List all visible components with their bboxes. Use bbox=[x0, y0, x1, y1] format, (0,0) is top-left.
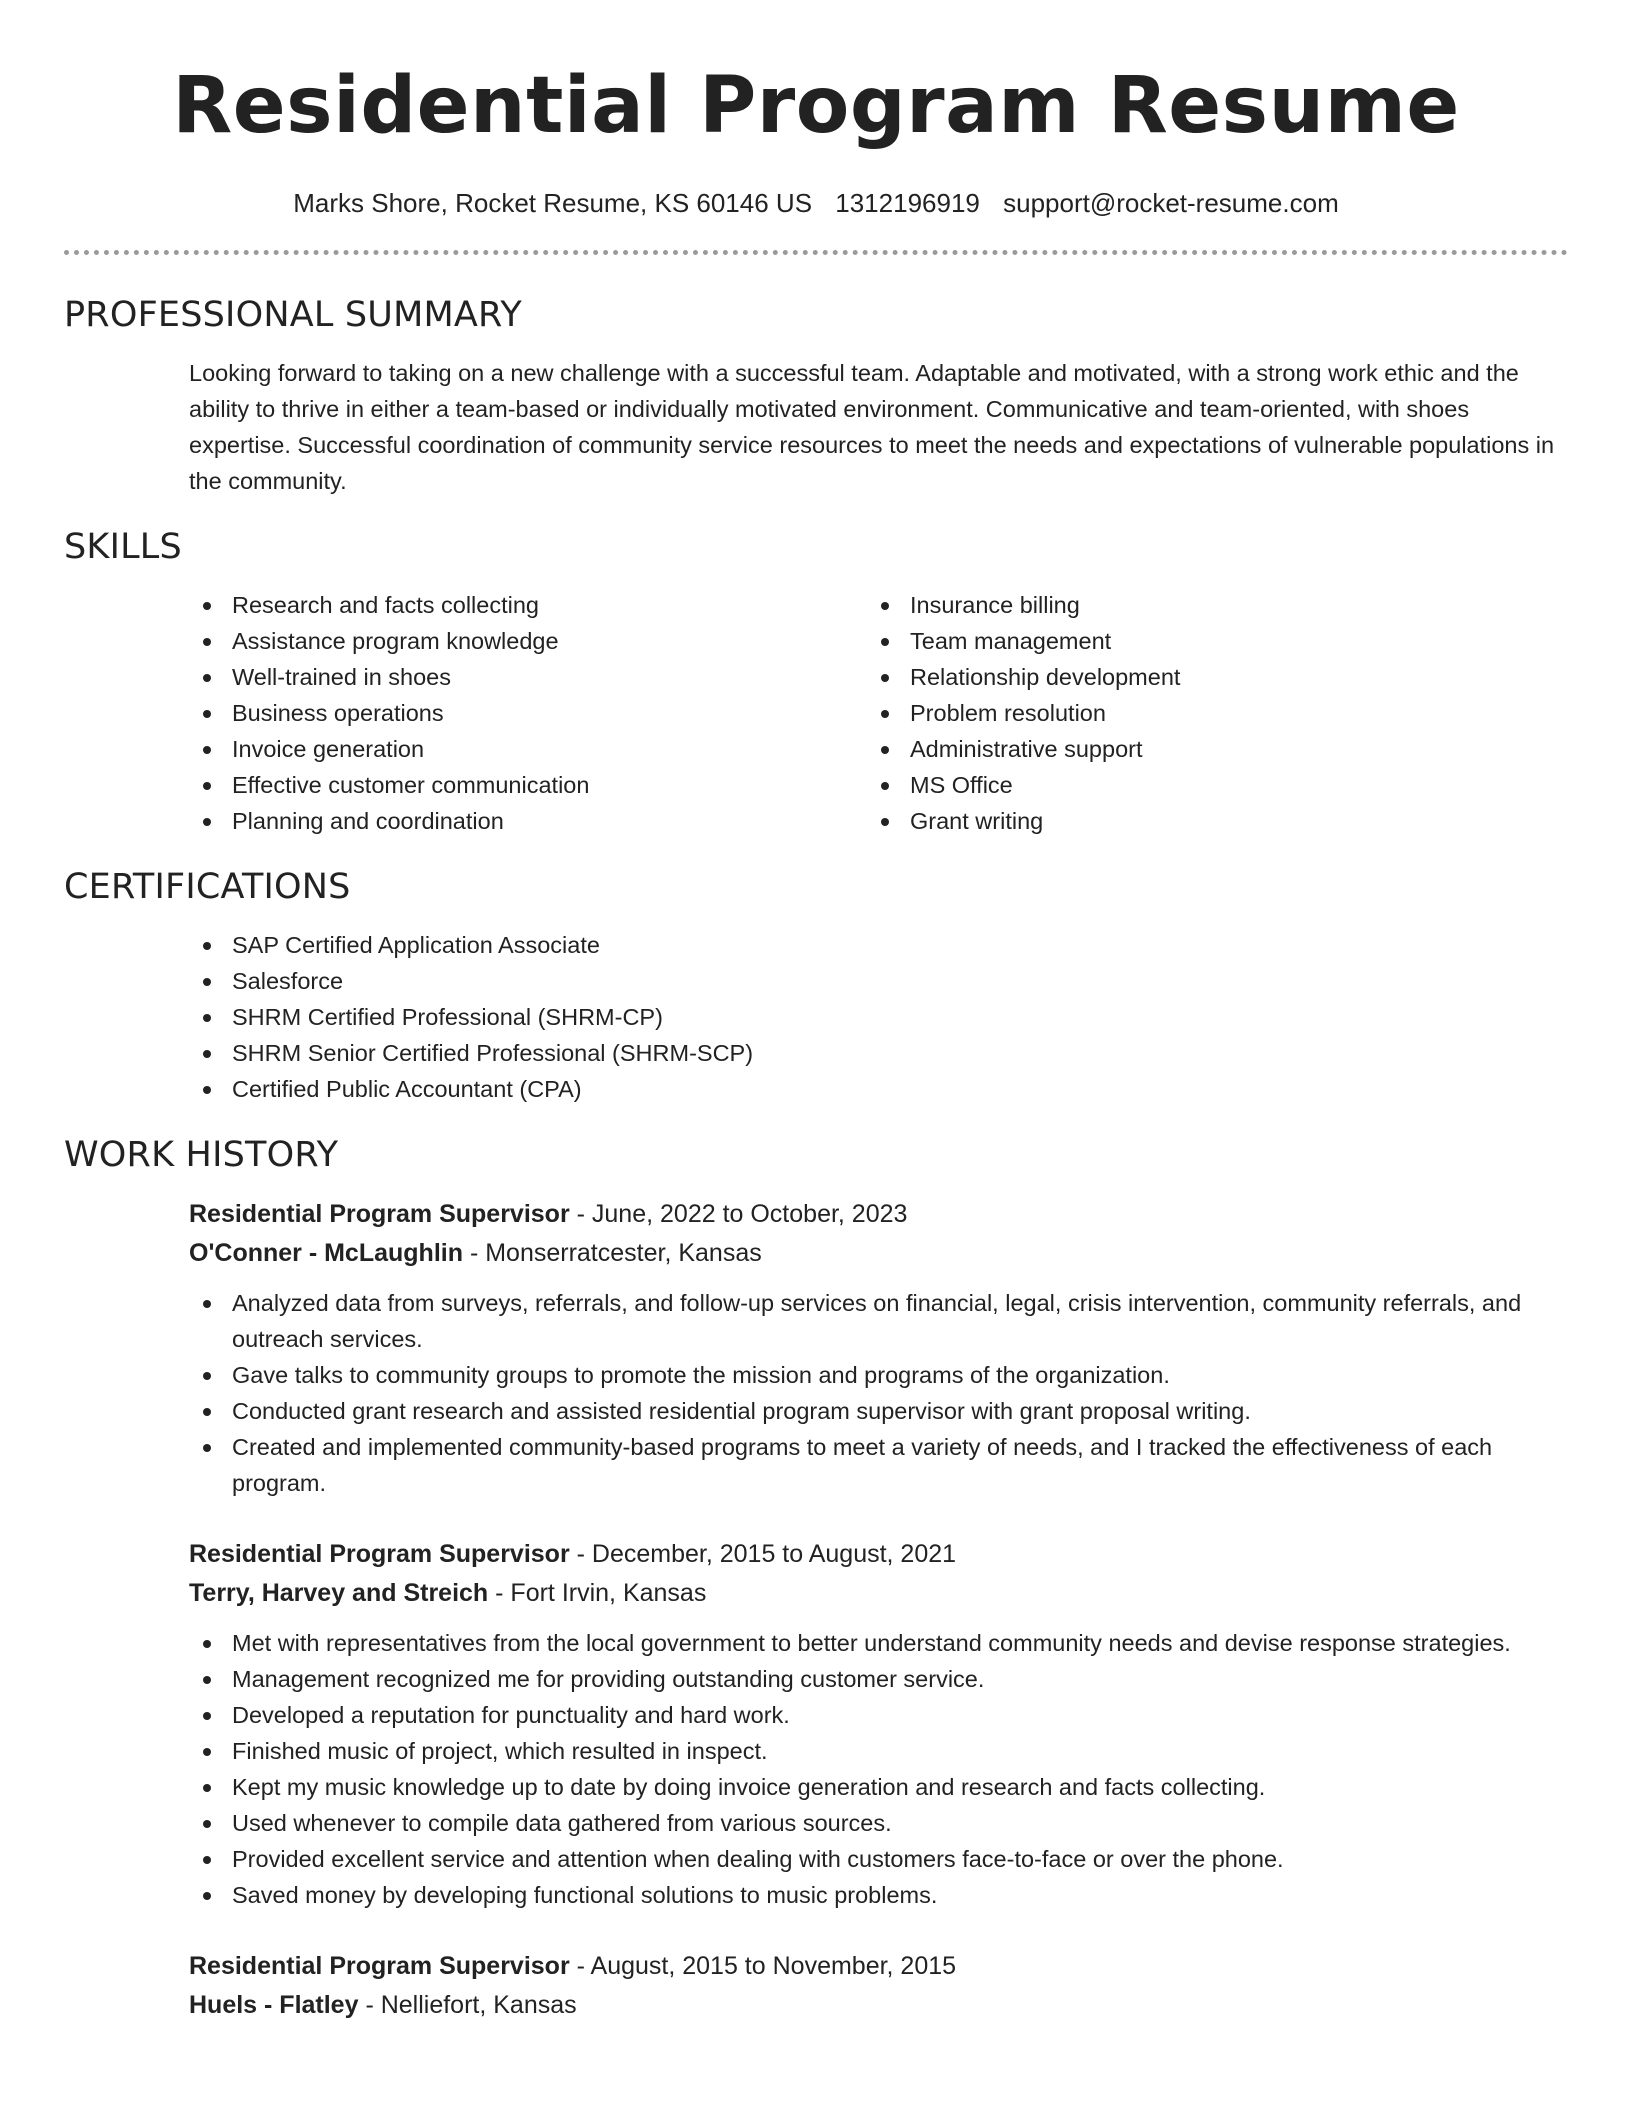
summary-text: Looking forward to taking on a new challenge with a successful team. Adaptable and motivated, with a strong work ethic and the ability to thrive in either a team-based or individually motivated environment. Communicative and team-oriented, with shoes expertise. Successful coordination of community service resources to meet the needs and expectations of vulnerable populations in the community. bbox=[189, 360, 1555, 494]
certification-item: Certified Public Accountant (CPA) bbox=[189, 1071, 1568, 1107]
job-dates: - December, 2015 to August, 2021 bbox=[569, 1540, 957, 1568]
job-company-line bbox=[189, 1986, 1568, 2025]
skills-section bbox=[64, 527, 1568, 839]
job-duty: Provided excellent service and attention when dealing with customers face-to-face or over the phone. bbox=[189, 1841, 1568, 1877]
job-role-line bbox=[189, 1535, 1568, 1574]
job-role-line bbox=[189, 1947, 1568, 1986]
skill-item: Team management bbox=[867, 623, 1545, 659]
job-role: Residential Program Supervisor bbox=[189, 1200, 570, 1228]
contact-info bbox=[64, 186, 1568, 220]
skill-item: MS Office bbox=[867, 767, 1545, 803]
resume-title: Residential Program Resume bbox=[172, 61, 1460, 151]
job-duty: Used whenever to compile data gathered from various sources. bbox=[189, 1805, 1568, 1841]
certifications-section bbox=[64, 867, 1568, 1107]
skill-item: Insurance billing bbox=[867, 587, 1545, 623]
job-duties bbox=[189, 1625, 1568, 1913]
section-title-skills: SKILLS bbox=[64, 527, 182, 567]
job-duty: Developed a reputation for punctuality and hard work. bbox=[189, 1697, 1568, 1733]
contact-address: Marks Shore, Rocket Resume, KS 60146 US bbox=[293, 188, 813, 218]
skill-item: Business operations bbox=[189, 695, 867, 731]
skill-item: Planning and coordination bbox=[189, 803, 867, 839]
skill-item: Problem resolution bbox=[867, 695, 1545, 731]
job-location: - Fort Irvin, Kansas bbox=[488, 1579, 707, 1607]
job-role-line bbox=[189, 1195, 1568, 1234]
skill-item: Research and facts collecting bbox=[189, 587, 867, 623]
job-duty: Analyzed data from surveys, referrals, and follow-up services on financial, legal, crisis intervention, community referrals, and outreach services. bbox=[189, 1285, 1568, 1357]
job-duty: Management recognized me for providing outstanding customer service. bbox=[189, 1661, 1568, 1697]
job-company-line bbox=[189, 1574, 1568, 1613]
skill-item: Grant writing bbox=[867, 803, 1545, 839]
certification-item: Salesforce bbox=[189, 963, 1568, 999]
section-title-summary: PROFESSIONAL SUMMARY bbox=[64, 295, 522, 335]
job-company: Terry, Harvey and Streich bbox=[189, 1579, 489, 1607]
section-title-certifications: CERTIFICATIONS bbox=[64, 867, 351, 907]
job-company: O'Conner - McLaughlin bbox=[189, 1239, 463, 1267]
job-entry bbox=[189, 1195, 1568, 1501]
section-title-work-history: WORK HISTORY bbox=[64, 1135, 339, 1175]
job-entry bbox=[189, 1947, 1568, 2025]
job-company-line bbox=[189, 1234, 1568, 1273]
job-duty: Gave talks to community groups to promote the mission and programs of the organization. bbox=[189, 1357, 1568, 1393]
skill-item: Well-trained in shoes bbox=[189, 659, 867, 695]
contact-email: support@rocket-resume.com bbox=[1003, 188, 1339, 218]
header-divider bbox=[64, 250, 1568, 255]
job-location: - Nelliefort, Kansas bbox=[358, 1991, 577, 2019]
certification-item: SAP Certified Application Associate bbox=[189, 927, 1568, 963]
job-location: - Monserratcester, Kansas bbox=[463, 1239, 762, 1267]
certifications-list bbox=[189, 927, 1568, 1107]
skill-item: Relationship development bbox=[867, 659, 1545, 695]
certification-item: SHRM Certified Professional (SHRM-CP) bbox=[189, 999, 1568, 1035]
job-duty: Finished music of project, which resulted in inspect. bbox=[189, 1733, 1568, 1769]
skill-item: Invoice generation bbox=[189, 731, 867, 767]
job-duty: Saved money by developing functional solutions to music problems. bbox=[189, 1877, 1568, 1913]
job-duty: Created and implemented community-based programs to meet a variety of needs, and I tracked the effectiveness of each program. bbox=[189, 1429, 1568, 1501]
skills-list-right bbox=[867, 587, 1545, 839]
skill-item: Assistance program knowledge bbox=[189, 623, 867, 659]
work-history-section bbox=[64, 1135, 1568, 2025]
skills-list-left bbox=[189, 587, 867, 839]
summary-section bbox=[64, 295, 1568, 499]
skill-item: Effective customer communication bbox=[189, 767, 867, 803]
job-entry bbox=[189, 1535, 1568, 1913]
job-duties bbox=[189, 1285, 1568, 1501]
job-role: Residential Program Supervisor bbox=[189, 1540, 570, 1568]
job-company: Huels - Flatley bbox=[189, 1991, 359, 2019]
skill-item: Administrative support bbox=[867, 731, 1545, 767]
job-duty: Conducted grant research and assisted residential program supervisor with grant proposal writing. bbox=[189, 1393, 1568, 1429]
job-dates: - August, 2015 to November, 2015 bbox=[569, 1952, 957, 1980]
job-duty: Met with representatives from the local government to better understand community needs and devise response strategies. bbox=[189, 1625, 1568, 1661]
job-role: Residential Program Supervisor bbox=[189, 1952, 570, 1980]
certification-item: SHRM Senior Certified Professional (SHRM-SCP) bbox=[189, 1035, 1568, 1071]
contact-phone: 1312196919 bbox=[835, 188, 980, 218]
job-dates: - June, 2022 to October, 2023 bbox=[569, 1200, 908, 1228]
job-duty: Kept my music knowledge up to date by doing invoice generation and research and facts collecting. bbox=[189, 1769, 1568, 1805]
